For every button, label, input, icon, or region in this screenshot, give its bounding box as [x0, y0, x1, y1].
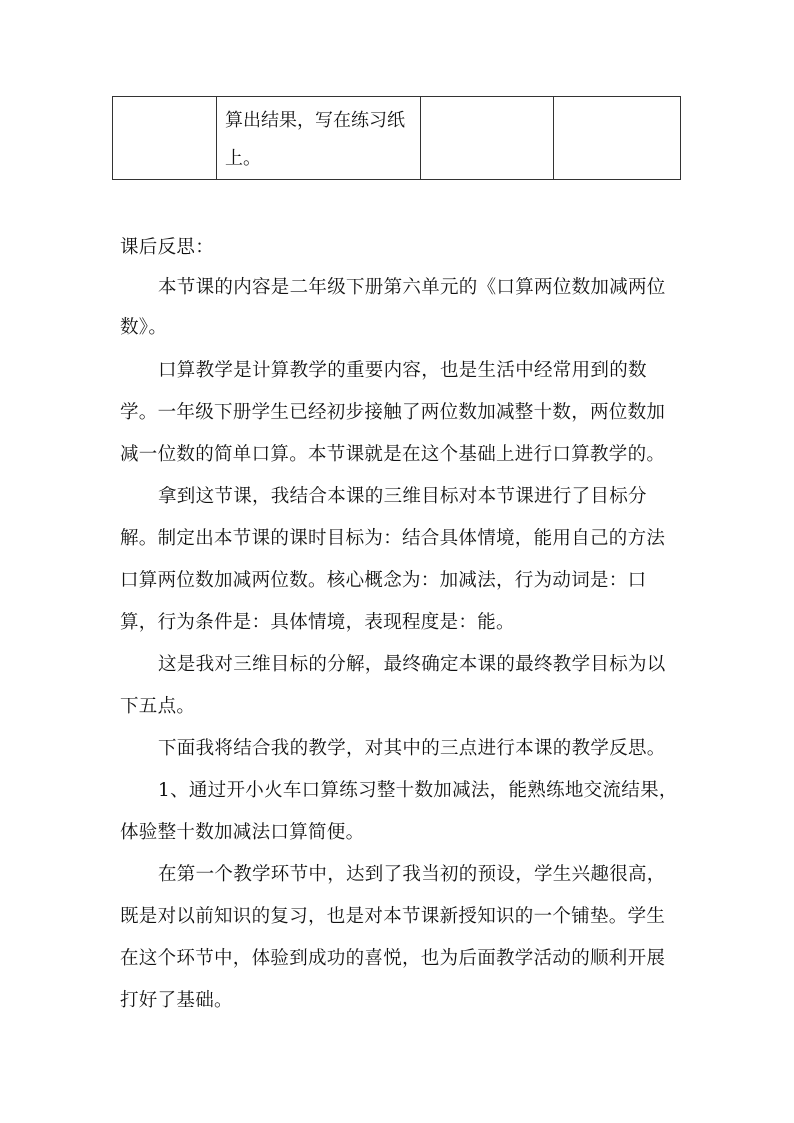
cell-text-line: 算出结果，写在练习纸 — [225, 110, 405, 131]
cell-text-line: 上。 — [225, 148, 261, 169]
paragraph-line: 口算两位数加减两位数。核心概念为：加减法，行为动词是：口 — [120, 570, 647, 591]
paragraph-line: 体验整十数加减法口算简便。 — [120, 822, 365, 843]
paragraph-line: 下五点。 — [120, 696, 196, 717]
paragraph-line: 本节课的内容是二年级下册第六单元的《口算两位数加减两位 — [158, 277, 666, 298]
table-cell-activity — [217, 97, 421, 180]
paragraph-line: 在第一个教学环节中，达到了我当初的预设，学生兴趣很高， — [158, 864, 666, 885]
section-heading: 课后反思： — [120, 237, 215, 258]
paragraph-line: 这是我对三维目标的分解，最终确定本课的最终教学目标为以 — [158, 654, 666, 675]
table-cell-empty — [113, 97, 217, 180]
paragraph-line: 数》。 — [120, 317, 168, 338]
paragraph-line: 1、通过开小火车口算练习整十数加减法，能熟练地交流结果， — [158, 780, 678, 801]
paragraph-line: 下面我将结合我的教学，对其中的三点进行本课的教学反思。 — [158, 738, 666, 759]
paragraph-line: 既是对以前知识的复习，也是对本节课新授知识的一个铺垫。学生 — [120, 906, 666, 927]
paragraph-line: 解。制定出本节课的课时目标为：结合具体情境，能用自己的方法 — [120, 528, 666, 549]
table-cell-empty — [554, 97, 681, 180]
paragraph-line: 口算教学是计算教学的重要内容，也是生活中经常用到的数 — [158, 360, 647, 381]
table-row — [113, 97, 681, 180]
paragraph-line: 算，行为条件是：具体情境，表现程度是：能。 — [120, 612, 515, 633]
paragraph-line: 学。一年级下册学生已经初步接触了两位数加减整十数，两位数加 — [120, 402, 666, 423]
lesson-table — [112, 96, 681, 180]
paragraph-line: 减一位数的简单口算。本节课就是在这个基础上进行口算教学的。 — [120, 444, 666, 465]
paragraph-line: 拿到这节课，我结合本课的三维目标对本节课进行了目标分 — [158, 486, 647, 507]
paragraph-line: 打好了基础。 — [120, 990, 233, 1011]
paragraph-line: 在这个环节中，体验到成功的喜悦，也为后面教学活动的顺利开展 — [120, 948, 666, 969]
table-cell-empty — [421, 97, 554, 180]
